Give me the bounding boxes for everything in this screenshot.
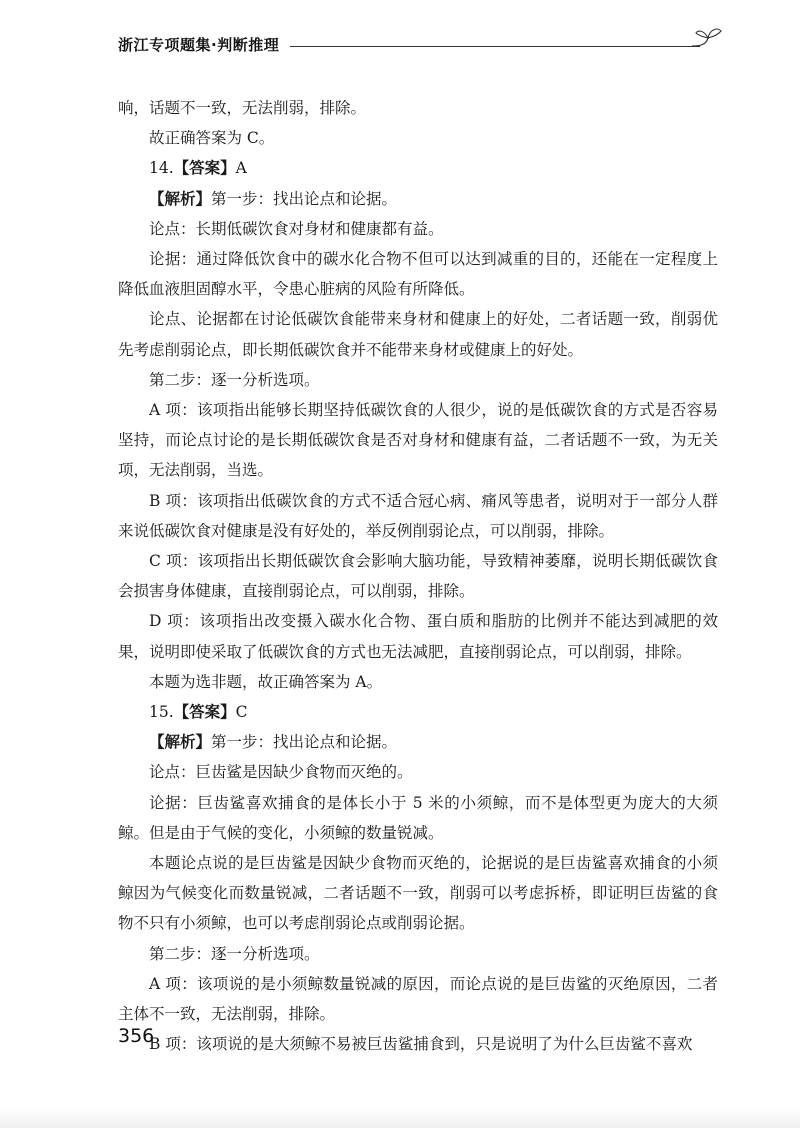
paragraph bbox=[118, 153, 718, 183]
paragraph-text: C 项：该项指出长期低碳饮食会影响大脑功能，导致精神萎靡，说明长期低碳饮食会损害身体健康，直接削弱论点，可以削弱，排除。 bbox=[118, 552, 718, 601]
paragraph bbox=[118, 365, 718, 395]
section-tag: 【答案】 bbox=[173, 159, 236, 178]
paragraph-text: B 项：该项说的是大须鲸不易被巨齿鲨捕食到，只是说明了为什么巨齿鲨不喜欢 bbox=[149, 1035, 693, 1054]
paragraph-text: 本题为选非题，故正确答案为 A。 bbox=[149, 672, 383, 691]
paragraph bbox=[118, 939, 718, 969]
paragraph-text: 第一步：找出论点和论据。 bbox=[211, 189, 398, 208]
paragraph-text: 论点：长期低碳饮食对身材和健康都有益。 bbox=[149, 219, 444, 238]
paragraph-text: 论据：巨齿鲨喜欢捕食的是体长小于 5 米的小须鲸，而不是体型更为庞大的大须鲸。但是由于气候的变化，小须鲸的数量锐减。 bbox=[118, 793, 718, 842]
paragraph bbox=[118, 848, 718, 939]
paragraph bbox=[118, 667, 718, 697]
paragraph-text: 故正确答案为 C。 bbox=[149, 129, 275, 148]
paragraph-text: B 项：该项指出低碳饮食的方式不适合冠心病、痛风等患者，说明对于一部分人群来说低碳饮食对健康是没有好处的，举反例削弱论点，可以削弱，排除。 bbox=[118, 491, 718, 540]
paragraph-text: 第二步：逐一分析选项。 bbox=[149, 370, 320, 389]
paragraph-text: A 项：该项指出能够长期坚持低碳饮食的人很少，说的是低碳饮食的方式是否容易坚持，而论点讨论的是长期低碳饮食是否对身材和健康有益，二者话题不一致，为无关项，无法削弱，当选。 bbox=[118, 401, 718, 480]
question-number: 15. bbox=[149, 703, 174, 722]
paragraph bbox=[118, 727, 718, 757]
paragraph-text: 第一步：找出论点和论据。 bbox=[211, 733, 398, 752]
paragraph bbox=[118, 606, 718, 666]
paragraph-text: 论据：通过降低饮食中的碳水化合物不但可以达到减重的目的，还能在一定程度上降低血液胆固醇水平，令患心脏病的风险有所降低。 bbox=[118, 250, 718, 299]
book-title: 浙江专项题集·判断推理 bbox=[118, 36, 280, 54]
paragraph-text: 论点：巨齿鲨是因缺少食物而灭绝的。 bbox=[149, 763, 413, 782]
section-tag: 【答案】 bbox=[173, 703, 236, 722]
paragraph bbox=[118, 244, 718, 304]
question-number: 14. bbox=[149, 159, 174, 178]
paragraph-text: C bbox=[235, 703, 248, 722]
paragraph-text: A bbox=[235, 159, 247, 178]
paragraph-text: 本题论点说的是巨齿鲨是因缺少食物而灭绝的，论据说的是巨齿鲨喜欢捕食的小须鲸因为气候变化而数量锐减，二者话题不一致，削弱可以考虑拆桥，即证明巨齿鲨的食物不只有小须鲸，也可以考虑削弱论点或削弱论据。 bbox=[118, 854, 718, 933]
answer-explanations bbox=[118, 93, 718, 1060]
sprout-icon bbox=[690, 24, 724, 52]
paragraph bbox=[118, 304, 718, 364]
paragraph bbox=[118, 395, 718, 486]
paragraph-text: 第二步：逐一分析选项。 bbox=[149, 944, 320, 963]
paragraph bbox=[118, 123, 718, 153]
paragraph bbox=[118, 969, 718, 1029]
paragraph bbox=[118, 788, 718, 848]
paragraph-text: 响，话题不一致，无法削弱，排除。 bbox=[118, 99, 367, 117]
paragraph bbox=[118, 757, 718, 787]
scan-edge bbox=[0, 1108, 800, 1128]
paragraph-text: 论点、论据都在讨论低碳饮食能带来身材和健康上的好处，二者话题一致，削弱优先考虑削弱论点，即长期低碳饮食并不能带来身材或健康上的好处。 bbox=[118, 310, 718, 359]
section-tag: 【解析】 bbox=[149, 733, 212, 752]
paragraph bbox=[118, 1029, 718, 1059]
paragraph-text: A 项：该项说的是小须鲸数量锐减的原因，而论点说的是巨齿鲨的灭绝原因，二者主体不一致，无法削弱，排除。 bbox=[118, 974, 718, 1024]
paragraph bbox=[118, 214, 718, 244]
paragraph bbox=[118, 93, 718, 123]
running-header bbox=[0, 0, 800, 70]
paragraph bbox=[118, 486, 718, 546]
section-tag: 【解析】 bbox=[149, 189, 212, 208]
paragraph-text: D 项：该项指出改变摄入碳水化合物、蛋白质和脂肪的比例并不能达到减肥的效果，说明即使采取了低碳饮食的方式也无法减肥，直接削弱论点，可以削弱，排除。 bbox=[118, 612, 718, 661]
paragraph bbox=[118, 697, 718, 727]
paragraph bbox=[118, 546, 718, 606]
page-number: 356 bbox=[118, 1025, 155, 1047]
paragraph bbox=[118, 184, 718, 214]
header-rule bbox=[290, 46, 700, 47]
